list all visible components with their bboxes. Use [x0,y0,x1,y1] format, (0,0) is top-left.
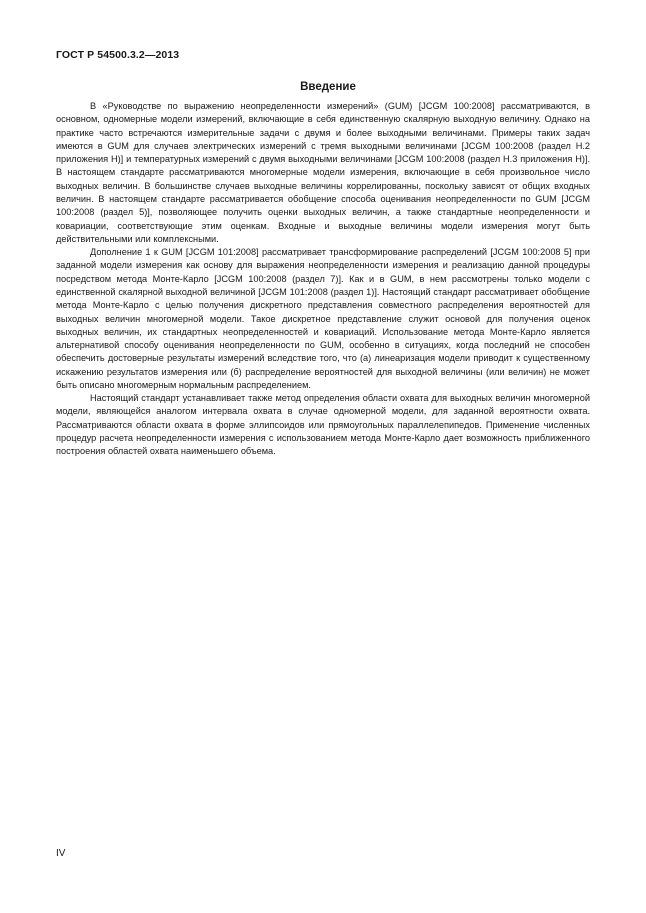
document-header: ГОСТ Р 54500.3.2—2013 [56,49,180,61]
paragraph-1: В «Руководстве по выражению неопределенности измерений» (GUM) [JCGM 100:2008] рассматриваются, в основном, одномерные модели измерений, включающие в себя единственную скалярную выходную величину. Однако на практике часто встречаются измерительные задачи с двумя и более выходными величинами. Примеры таких задач имеются в GUM для случаев электрических измерений с тремя выходными величинами [JCGM 100:2008 (раздел Н.2 приложения Н)] и температурных измерений с двумя выходными величинами [JCGM 100:2008 (раздел Н.3 приложения Н)]. В настоящем стандарте рассматриваются многомерные модели измерения, включающие в себя произвольное число выходных величин. В большинстве случаев выходные величины коррелированны, поскольку зависят от общих входных величин. В настоящем стандарте рассматривается обобщение способа оценивания неопределенности по GUM [JCGM 100:2008 (раздел 5)], позволяющее получить оценки выходных величин, а также стандартные неопределенности и ковариации, соответствующие этим оценкам. Входные и выходные величины модели измерения могут быть действительными или комплексными. [56,101,590,244]
body-text [56,100,590,459]
page-number: IV [56,848,66,859]
paragraph-3: Настоящий стандарт устанавливает также метод определения области охвата для выходных величин многомерной модели, являющейся аналогом интервала охвата в случае одномерной модели, для заданной вероятности охвата. Рассматриваются области охвата в форме эллипсоидов или прямоугольных параллелепипедов. Применение численных процедур расчета неопределенности измерения с использованием метода Монте-Карло дает возможность приближенного построения областей охвата наименьшего объема. [56,393,590,457]
paragraph-2: Дополнение 1 к GUM [JCGM 101:2008] рассматривает трансформирование распределений [JCGM 100:2008 5] при заданной модели измерения как основу для выражения неопределенности измерения и реализацию данной процедуры посредством метода Монте-Карло [JCGM 100:2008 (раздел 7)]. Как и в GUM, в нем рассмотрены только модели с единственной скалярной выходной величиной [JCGM 101:2008 (раздел 1)]. Настоящий стандарт рассматривает обобщение метода Монте-Карло с целью получения дискретного представления совместного распределения вероятностей для выходных величин многомерной модели. Такое дискретное представление служит основой для получения оценок выходных величин, их стандартных неопределенностей и ковариаций. Использование метода Монте-Карло является альтернативой способу оценивания неопределенности по GUM, особенно в ситуациях, когда последний не способен обеспечить достоверные результаты измерений вследствие того, что (а) линеаризация модели приводит к существенному искажению результатов измерения или (б) распределение вероятностей для выходной величины (или величин) не может быть описано многомерным нормальным распределением. [56,247,590,390]
section-title: Введение [300,81,356,93]
